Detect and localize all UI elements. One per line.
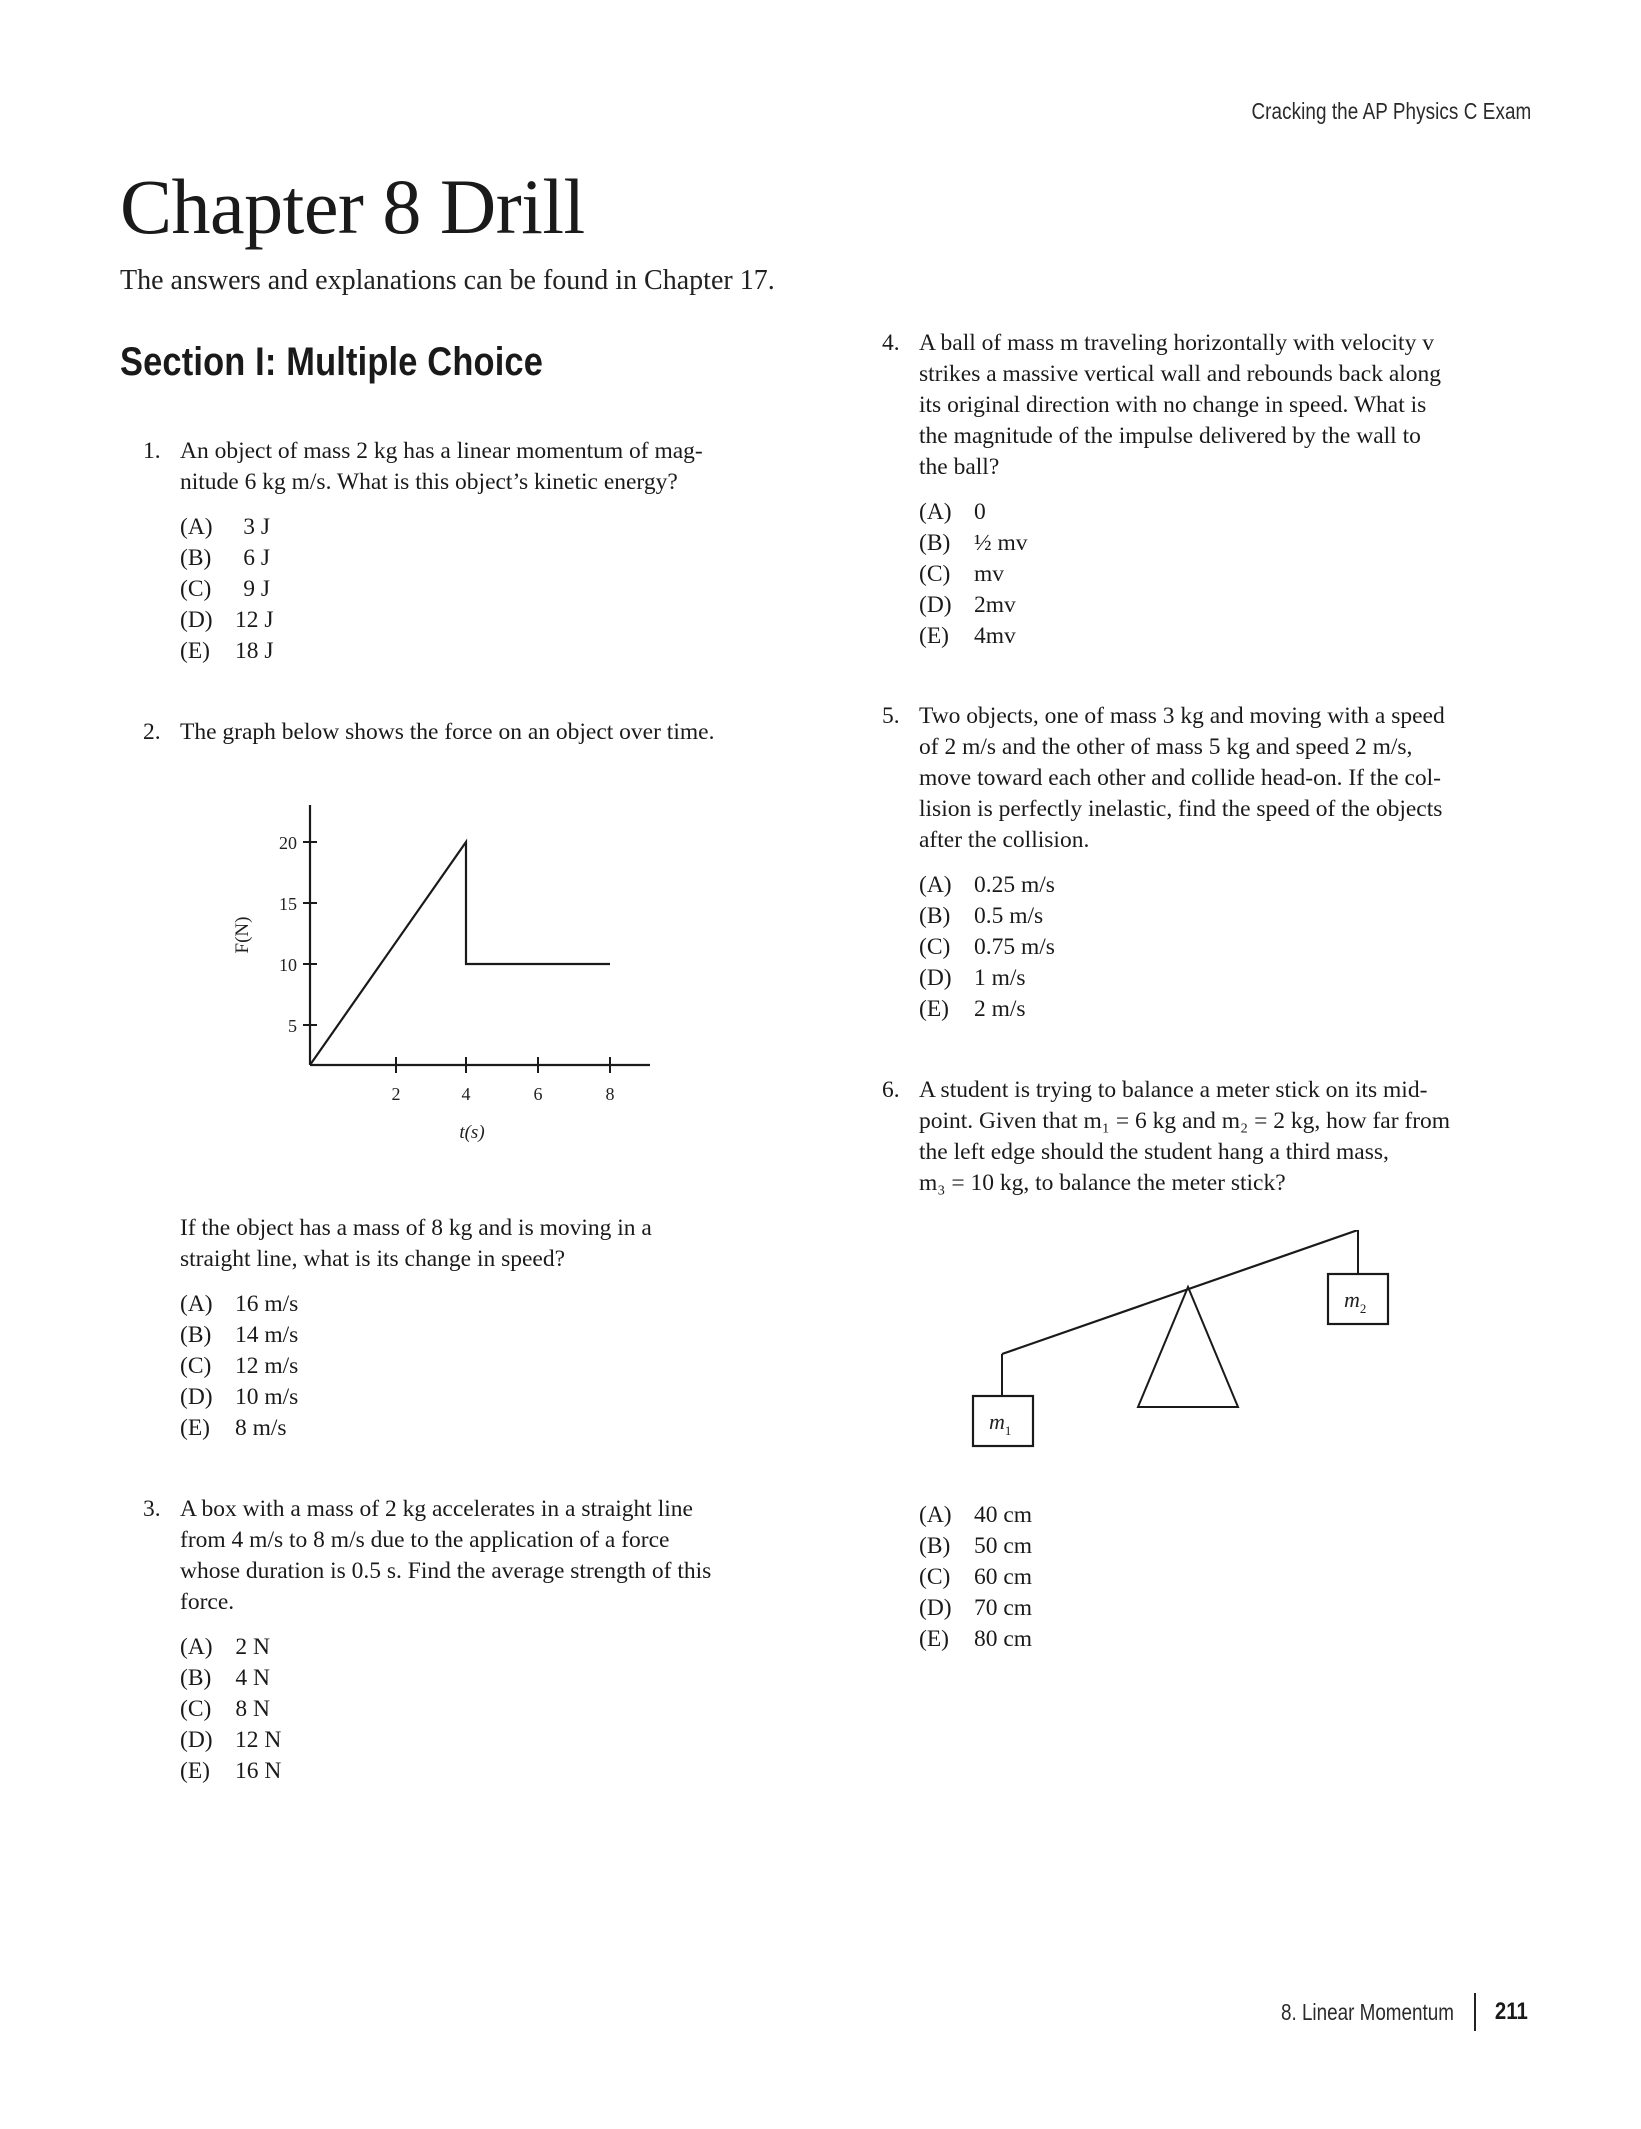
choice-c[interactable]: (C) 0.75 m/s (919, 934, 1055, 960)
y-axis-label: F(N) (232, 916, 253, 954)
force-curve (310, 842, 610, 1065)
chapter-title: Chapter 8 Drill (120, 163, 585, 250)
question-5 (882, 701, 1522, 1025)
choice-d[interactable]: (D) 12 J (180, 607, 274, 633)
choice-e[interactable]: (E) 4mv (919, 623, 1016, 649)
answer-choices (919, 1500, 1282, 1655)
fulcrum-triangle (1138, 1287, 1238, 1407)
question-6 (882, 1075, 1522, 1199)
choice-a[interactable]: (A) 40 cm (919, 1502, 1033, 1528)
choice-a[interactable]: (A) 16 m/s (180, 1291, 299, 1317)
x-tick-label: 2 (391, 1084, 401, 1104)
question-number: 3. (143, 1496, 161, 1522)
y-tick-label: 10 (279, 955, 297, 975)
y-tick-label: 20 (279, 833, 297, 853)
choice-b[interactable]: (B) 0.5 m/s (919, 903, 1044, 929)
footer-divider (1474, 1993, 1476, 2031)
choice-e[interactable]: (E) 8 m/s (180, 1415, 287, 1441)
choice-d[interactable]: (D) 12 N (180, 1727, 282, 1753)
choice-b[interactable]: (B) 6 J (180, 545, 270, 571)
question-number: 5. (882, 703, 900, 729)
question-3 (143, 1494, 783, 1787)
answer-choices (180, 1632, 783, 1787)
choice-a[interactable]: (A) 0.25 m/s (919, 872, 1055, 898)
meter-stick (1002, 1230, 1358, 1354)
page-number: 211 (1495, 1998, 1529, 2025)
choice-c[interactable]: (C) 8 N (180, 1696, 270, 1722)
force-time-graph (220, 780, 660, 1150)
choice-b[interactable]: (B) 14 m/s (180, 1322, 299, 1348)
choice-c[interactable]: (C) mv (919, 561, 1005, 587)
question-4 (882, 328, 1522, 652)
choice-b[interactable]: (B) 50 cm (919, 1533, 1033, 1559)
running-head: Cracking the AP Physics C Exam (1251, 98, 1531, 124)
choice-a[interactable]: (A) 3 J (180, 514, 270, 540)
answer-choices (919, 870, 1522, 1025)
question-stem: An object of mass 2 kg has a linear momentum of mag- nitude 6 kg m/s. What is this object’s kinetic energy? (180, 438, 703, 495)
choice-a[interactable]: (A) 2 N (180, 1634, 270, 1660)
choice-c[interactable]: (C) 60 cm (919, 1564, 1033, 1590)
m2-label: $m_2$ (1344, 1287, 1367, 1316)
question-stem: If the object has a mass of 8 kg and is moving in a straight line, what is its change in speed? (180, 1215, 652, 1272)
choice-c[interactable]: (C) 12 m/s (180, 1353, 299, 1379)
x-axis-label: t(s) (459, 1122, 485, 1143)
x-tick-label: 6 (533, 1084, 543, 1104)
choice-e[interactable]: (E) 18 J (180, 638, 274, 664)
question-stem: A box with a mass of 2 kg accelerates in a straight line from 4 m/s to 8 m/s due to the application of a force whose duration is 0.5 s. Find the average strength of this force. (180, 1496, 712, 1615)
m1-label: $m_1$ (989, 1409, 1012, 1438)
choice-b[interactable]: (B) 4 N (180, 1665, 270, 1691)
choice-d[interactable]: (D) 10 m/s (180, 1384, 299, 1410)
answer-choices (919, 497, 1522, 652)
choice-b[interactable]: (B) ½ mv (919, 530, 1028, 556)
y-tick-label: 15 (279, 894, 297, 914)
question-number: 2. (143, 719, 161, 745)
page-footer (1243, 1994, 1531, 2030)
question-2 (143, 717, 763, 748)
question-stem: A ball of mass m traveling horizontally with velocity v strikes a massive vertical wall and rebounds back along its original direction with no change in speed. What is the magnitude of the impulse delivered by the wall to the ball? (919, 330, 1442, 480)
question-number: 4. (882, 330, 900, 356)
question-stem: The graph below shows the force on an object over time. (180, 719, 715, 745)
answer-choices (180, 1289, 763, 1444)
x-tick-label: 8 (605, 1084, 615, 1104)
question-6-choices (882, 1500, 1282, 1655)
y-tick-label: 5 (288, 1016, 297, 1036)
question-2-followup (143, 1213, 763, 1444)
question-stem: Two objects, one of mass 3 kg and moving with a speed of 2 m/s and the other of mass 5 kg and speed 2 m/s, move toward each other and collide head-on. If the col- lision is perfectly inelastic, find the speed of the objects after the collision. (919, 703, 1445, 853)
choice-d[interactable]: (D) 1 m/s (919, 965, 1026, 991)
choice-e[interactable]: (E) 2 m/s (919, 996, 1026, 1022)
question-number: 6. (882, 1077, 900, 1103)
choice-e[interactable]: (E) 80 cm (919, 1626, 1033, 1652)
question-stem: A student is trying to balance a meter stick on its mid- point. Given that m₁ = 6 kg and m₂ = 2 kg, how far from the left edge should the student hang a third mass, m₃ = 10 kg, to balance the meter stick? (919, 1077, 1451, 1196)
section-title: Section I: Multiple Choice (120, 340, 544, 384)
x-tick-label: 4 (461, 1084, 471, 1104)
footer-chapter-label: 8. Linear Momentum (1281, 1998, 1455, 2025)
meter-stick-balance-diagram (970, 1230, 1390, 1460)
question-number: 1. (143, 438, 161, 464)
choice-e[interactable]: (E) 16 N (180, 1758, 282, 1784)
choice-d[interactable]: (D) 2mv (919, 592, 1016, 618)
question-1 (143, 436, 763, 667)
choice-c[interactable]: (C) 9 J (180, 576, 270, 602)
choice-d[interactable]: (D) 70 cm (919, 1595, 1033, 1621)
answer-choices (180, 512, 763, 667)
choice-a[interactable]: (A) 0 (919, 499, 986, 525)
chapter-subtitle: The answers and explanations can be found in Chapter 17. (120, 265, 775, 296)
